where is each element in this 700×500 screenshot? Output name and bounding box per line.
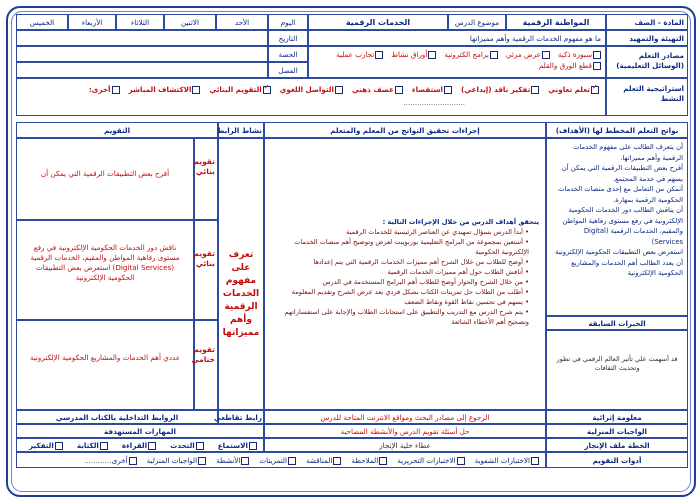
checkbox-icon[interactable] [591,86,599,94]
checkbox-icon[interactable] [196,442,204,450]
day-name: الثلاثاء [130,18,150,27]
source-item[interactable] [391,50,436,59]
skill-label: التفكير [28,441,54,450]
source-item[interactable] [558,50,601,59]
checkbox-icon[interactable] [198,457,206,465]
checkbox-icon[interactable] [55,442,63,450]
eval-side-1 [194,138,218,220]
checkbox-icon[interactable] [593,51,601,59]
strategy-item[interactable] [352,85,403,94]
sources-label-cell [606,46,688,78]
period-label: الحصة [278,50,298,59]
checkbox-icon[interactable] [249,442,257,450]
cross-links-label: الروابط التداخلية بالكتاب المدرسي [55,413,179,422]
procedure-item: • يسهم في تحسين نقاط القوة ونقاط الضعف [404,298,529,306]
activity-header-text: نشاط الرابط [216,126,262,135]
procedure-item: • أوضح للطلاب من خلال الشرح أهم مميزات الخدمات الرقمية التي يتم إعدادها [313,258,529,266]
outcome-item: أن يعدد الطالب أهم الخدمات والمشاريع الحكومية الإلكترونية [571,258,683,277]
skills-label-cell [16,424,264,438]
tools-dots: ............ [84,456,112,465]
strategy-label-text: تعلم تعاوني [548,85,590,94]
checkbox-icon[interactable] [395,86,403,94]
eval-side-label: تقويم بنائي [193,157,215,176]
source-item[interactable] [506,50,550,59]
procedure-item: • يتم شرح الدرس مع التدريب والتطبيق على استجابات الطلاب والإجابة على استفساراتهم وتصحيح أهم الأخطاء الشائعة [284,308,529,326]
procedure-text: من خلال الشرح والحوار أوضح للطلاب أهم البرامج المستخدمة في الدرس [322,278,523,286]
outcomes-cell [546,138,688,316]
tool-label: الاختبارات الشفوية [474,456,530,465]
unit-title-cell [506,14,606,30]
checkbox-icon[interactable] [335,86,343,94]
eval-text-2 [16,220,194,320]
strategy-item[interactable]: أخرى: [89,85,120,94]
class-values-row [16,62,268,78]
source-label: عرض مرئي [505,50,541,59]
lesson-plan-frame [6,6,696,497]
eval-side-label: تقويم بنائي [193,249,215,268]
class-label-cell [268,62,308,78]
subject-label-cell [606,14,688,30]
day-name: الاثنين [181,18,199,27]
strategy-label-text: تفكير ناقد (إبداعي) [461,85,531,94]
skills-list [17,439,263,452]
checkbox-icon[interactable] [531,86,539,94]
procedure-item: • أناقش الطلاب حول أهم مميزات الخدمات الرقمية [387,268,529,276]
checkbox-icon[interactable] [148,442,156,450]
strategy-label-text: التقويم البنائي [209,85,262,94]
tool-label: أخرى [111,456,128,465]
sources-cell [308,46,606,78]
procedures-header-text: إجراءات تحقيق النواتج من المعلم والمتعلم [330,126,480,135]
lesson-label-cell [448,14,506,30]
procedure-item: • أطلب من الطلاب حل تمرينات الكتاب بشكل فردي بعد عرض الشرح وتقديم المعلومة [291,288,529,296]
day-cell-wed [68,14,116,30]
strategy-label: استراتيجية التعلم النشط [623,84,684,103]
day-name: الأربعاء [81,18,103,27]
source-item[interactable] [444,50,498,59]
date-label: التاريخ [278,34,298,43]
sources-label: مصادر التعلم (الوسائل التعليمية) [616,51,684,70]
eval-side-2 [194,220,218,320]
strategies-cell [16,78,606,116]
checkbox-icon[interactable] [129,457,137,465]
prior-text: قد أسهمت علي تأثير العالم الرقمي في تطور وتحديث الثقافات [556,355,678,372]
reference-label: معلومة إثرائية [592,413,642,422]
tool-item[interactable] [351,456,387,465]
procedures-header [264,122,546,138]
checkbox-icon[interactable] [112,86,120,94]
tool-item[interactable] [147,456,206,465]
checkbox-icon[interactable] [288,457,296,465]
lesson-title-cell [308,14,448,30]
date-label-cell [268,30,308,46]
homework-text: حل أسئلة تقويم الدرس والأنشطة المصاحبة [340,427,470,436]
strategy-item[interactable] [548,85,599,94]
closing-label: الخطة ملف الإنجاز [584,441,650,450]
day-name: الأحد [234,18,250,27]
checkbox-icon[interactable] [593,62,601,70]
checkbox-icon[interactable] [263,86,271,94]
strategy-label-cell [606,78,688,116]
evaluation-header-text: التقويم [103,126,131,135]
procedure-item: • من خلال الشرح والحوار أوضح للطلاب أهم البرامج المستخدمة في الدرس [322,278,529,286]
date-values-row [16,30,268,46]
intro-text-cell [308,30,606,46]
outcomes-header [546,122,688,138]
procedures-cell [264,138,546,410]
skill-item[interactable] [77,441,108,450]
source-label: سبورة ذكية [557,50,592,59]
other-dots: ........................... [403,98,465,107]
cross-links-cell [16,410,218,424]
skill-label: التحدث [170,441,195,450]
day-name: الخميس [29,18,55,27]
closing-text: عطاء خلية الإنجاز [379,441,431,450]
source-label: أوراق نشاط [391,50,428,59]
class-label: الفصل [278,66,298,75]
tool-item[interactable] [306,456,341,465]
procedure-text: أناقش الطلاب حول أهم مميزات الخدمات الرقمية [387,268,523,276]
homework-label: الواجبات المنزلية [586,427,648,436]
reference-text: الرجوع إلى مصادر البحث ومواقع الانترنت المتاحة للدرس [320,413,490,422]
tools-cell [16,452,546,468]
tool-label: الأنشطة [216,456,241,465]
day-cell-mon [164,14,216,30]
prior-label: الخبرات السابقة [588,319,646,328]
tool-item[interactable] [475,456,539,465]
homework-label-cell [546,424,688,438]
checkbox-icon[interactable] [333,457,341,465]
tool-label: المناقشة [306,456,333,465]
prior-cell [546,330,688,410]
tool-label: التمرينات [259,456,287,465]
strategy-item[interactable] [461,85,539,94]
eval-text: أقرح بعض التطبيقات الرقمية التي يمكن أن [40,169,170,178]
strategy-item[interactable] [209,85,270,94]
evaluation-header [16,122,218,138]
source-label: برامج الكترونية [444,50,489,59]
tool-label: الملاحظة [351,456,379,465]
tool-item[interactable] [84,456,136,465]
strategy-label-text: التواصل اللغوي [279,85,334,94]
strategy-item[interactable] [129,85,201,94]
checkbox-icon[interactable] [375,51,383,59]
skill-label: الكتابة [76,441,99,450]
procedure-item: • أستعين بمجموعة من البرامج التعليمية بوربوينت لعرض وتوضيح أهم منصات الخدمات الإلكترونية الحكومية [294,238,529,256]
procedures-list [271,227,539,327]
eval-text-3 [16,320,194,410]
eval-text: عددي أهم الخدمات والمشاريع الحكومية الإلكترونية [29,353,181,362]
checkbox-icon[interactable] [531,457,539,465]
source-item[interactable] [539,61,601,70]
strategy-label-text: عصف ذهني [351,85,394,94]
procedure-text: أوضح للطلاب من خلال الشرح أهم مميزات الخدمات الرقمية التي يتم إعدادها [313,258,523,266]
outcome-item: أقرح بعض التطبيقات الرقمية التي يمكن أن يسهم في خدمة المجتمع. [561,164,683,183]
skill-label: القراءة [121,441,148,450]
tool-item[interactable] [259,456,296,465]
checkbox-icon[interactable] [192,86,200,94]
day-label-cell [268,14,308,30]
eval-side-label: تقويم ختامي [191,345,215,364]
outcome-item: أن يتعرف الطالب على مفهوم الخدمات الرقمية وأهم مميزاتها. [573,143,683,162]
eval-text-1 [16,138,194,220]
skill-item[interactable] [122,441,156,450]
reference-text-cell [264,410,546,424]
day-cell-tue [116,14,164,30]
source-label: تجارب عملية [336,50,375,59]
checkbox-icon[interactable] [490,51,498,59]
closing-label-cell [546,438,688,452]
skill-label: الاستماع [217,441,248,450]
skills-cell [16,438,264,452]
checkbox-icon[interactable] [542,51,550,59]
intro-text: ما هو مفهوم الخدمات الرقمية وأهم مميزاتها [469,34,601,43]
tool-item[interactable] [216,456,249,465]
day-cell-thu [16,14,68,30]
activity-text: تعرف على مفهوم الخدمات الرقمية وأهم مميزاتها [222,250,260,338]
source-label: قطع الورق والقلم [538,61,592,70]
day-label: اليوم [280,18,296,27]
sources-list [307,47,605,73]
day-cell-sun [216,14,268,30]
checkbox-icon[interactable] [379,457,387,465]
outcomes-header-text: نواتج التعلم المخطط لها (الأهداف) [555,126,679,135]
link-label-cell [213,410,264,424]
procedure-text: أستعين بمجموعة من البرامج التعليمية بوربوينت لعرض وتوضيح أهم منصات الخدمات الإلكترونية الحكومية [294,238,529,256]
tool-label: الواجبات المنزلية [146,456,198,465]
procedure-item: • أبدأ الدرس بسؤال تمهيدي عن العناصر الرئيسية للخدمات الرقمية [346,228,529,236]
skills-label: المهارات المستهدفة [104,427,176,436]
intro-label: التهيئة والتمهيد [629,34,684,43]
checkbox-icon[interactable] [428,51,436,59]
strategy-item[interactable] [412,85,452,94]
checkbox-icon[interactable] [457,457,465,465]
homework-text-cell [264,424,546,438]
period-label-cell [268,46,308,62]
tools-list [17,453,545,468]
outcome-item: أتمكن من التعامل مع إحدى منصات الخدمات الحكومية الرقمية بمهارة. [558,185,683,204]
period-values-row [16,46,268,62]
checkbox-icon[interactable] [444,86,452,94]
prior-header [546,316,688,330]
strategy-label-text: أخرى [91,85,111,94]
eval-text: ناقش دور الخدمات الحكومية الإلكترونية في رفع مستوى رفاهية المواطن والمقيم، الخدمات الرقمية (Digital Services) استعرض بعض التطبيقات الحكومية الإلكترونية [30,243,180,282]
strategy-item[interactable] [280,85,343,94]
lesson-title: الخدمات الرقمية [345,18,411,27]
closing-text-cell [264,438,546,452]
unit-title: المواطنة الرقمية [522,18,590,27]
procedures-title: يتحقق أهداف الدرس من خلال الإجراءات التالية : [382,218,539,226]
tools-label-cell [546,452,688,468]
subject-label: المادة - الصف [634,18,684,27]
checkbox-icon[interactable] [100,442,108,450]
strategy-label-text: استقصاء [411,85,444,94]
intro-label-cell [606,30,688,46]
tool-item[interactable] [397,456,464,465]
procedure-text: يسهم في تحسين نقاط القوة ونقاط الضعف [404,298,523,306]
tools-label: أدوات التقويم [592,456,642,465]
activity-header [218,122,264,138]
procedure-text: يتم شرح الدرس مع التدريب والتطبيق على استجابات الطلاب والإجابة على استفساراتهم وتصحيح أهم الأخطاء الشائعة [284,308,529,326]
procedure-text: أبدأ الدرس بسؤال تمهيدي عن العناصر الرئيسية للخدمات الرقمية [346,228,523,236]
strategies-list [17,79,605,94]
tool-label: الاختبارات التحريرية [397,456,456,465]
skill-item[interactable] [29,441,63,450]
source-item[interactable] [336,50,383,59]
link-label: رابط تقاطعي [213,413,262,422]
lesson-label: موضوع الدرس [454,18,500,27]
skill-item[interactable] [170,441,204,450]
activity-cell [218,138,264,410]
outcome-item: استعرض بعض التطبيقات الحكومية الإلكترونية [555,248,683,256]
strategy-label-text: الاكتشاف المباشر [128,85,192,94]
skill-item[interactable] [218,441,257,450]
outcome-item: أن يناقش الطالب دور الخدمات الحكومية الإلكترونية في رفع مستوى رفاهية المواطن والمقيم، الخدمات الرقمية (Digital Services) [562,206,683,246]
reference-label-cell [546,410,688,424]
procedure-text: أطلب من الطلاب حل تمرينات الكتاب بشكل فردي بعد عرض الشرح وتقديم المعلومة [291,288,523,296]
procedures-body [265,139,545,327]
eval-side-3 [191,320,218,410]
outcomes-list [547,139,687,282]
checkbox-icon[interactable] [241,457,249,465]
